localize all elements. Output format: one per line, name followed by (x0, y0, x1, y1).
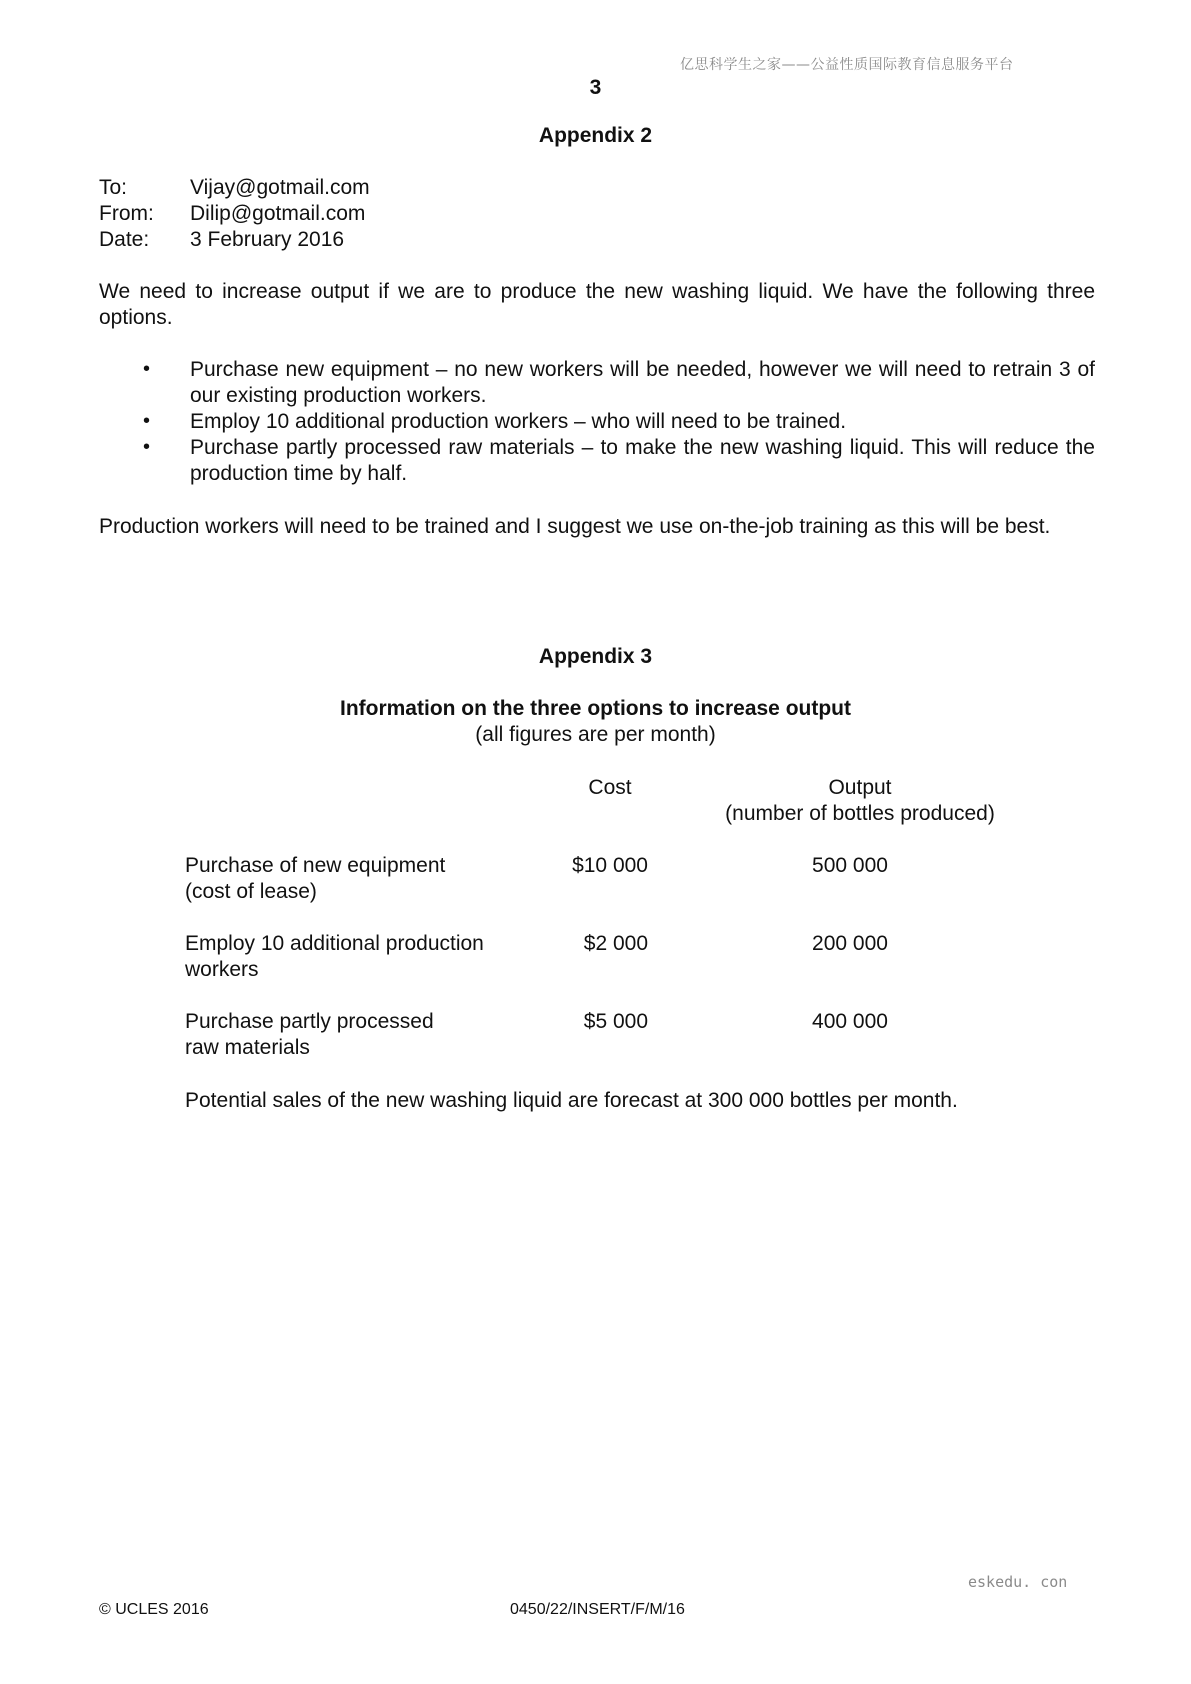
closing-paragraph: Production workers will need to be trained and I suggest we use on-the-job training as this will be best. (99, 515, 1051, 538)
email-date-row (99, 227, 344, 253)
column-header-cost: Cost (588, 776, 632, 799)
bullet-icon: • (143, 358, 151, 380)
appendix-2-title: Appendix 2 (538, 124, 653, 147)
intro-paragraph: We need to increase output if we are to produce the new washing liquid. We have the following three options. (99, 280, 1095, 329)
watermark-bottom: eskedu. con (968, 1573, 1068, 1591)
option-2-label-sub: workers (185, 958, 259, 981)
table-note: (all figures are per month) (475, 723, 716, 746)
table-title: Information on the three options to increase output (339, 697, 851, 720)
email-from-row (99, 201, 365, 227)
option-2-label: Employ 10 additional production (185, 932, 484, 955)
bullet-item-3: Purchase partly processed raw materials – to make the new washing liquid. This will reduce the production time by half. (190, 436, 1095, 485)
email-to-value: Vijay@gotmail.com (190, 176, 370, 199)
option-1-label: Purchase of new equipment (185, 854, 446, 877)
email-from-value: Dilip@gotmail.com (190, 202, 366, 225)
email-date-label: Date: (99, 228, 150, 251)
option-3-output: 400 000 (812, 1010, 888, 1033)
option-2-output: 200 000 (812, 932, 888, 955)
option-1-output: 500 000 (812, 854, 888, 877)
option-2-cost: $2 000 (583, 932, 648, 955)
appendix-3-title: Appendix 3 (538, 645, 653, 668)
email-date-value: 3 February 2016 (190, 228, 345, 251)
bullet-icon: • (143, 410, 151, 432)
bullet-icon: • (143, 436, 151, 458)
email-to-label: To: (99, 176, 128, 199)
bullet-item-2: Employ 10 additional production workers – who will need to be trained. (190, 410, 847, 433)
option-1-label-sub: (cost of lease) (185, 880, 317, 903)
forecast-text: Potential sales of the new washing liquid are forecast at 300 000 bottles per month. (185, 1089, 958, 1112)
page-number: 3 (589, 76, 602, 99)
option-3-cost: $5 000 (583, 1010, 648, 1033)
footer-copyright: © UCLES 2016 (99, 1601, 209, 1618)
email-from-label: From: (99, 202, 154, 225)
column-header-output: Output (828, 776, 892, 799)
option-1-cost: $10 000 (572, 854, 648, 877)
column-header-output-sub: (number of bottles produced) (725, 802, 995, 825)
bullet-item-1: Purchase new equipment – no new workers will be needed, however we will need to retrain 3 of our existing production workers. (190, 358, 1095, 407)
footer-code: 0450/22/INSERT/F/M/16 (510, 1601, 685, 1618)
watermark-top: 亿思科学生之家——公益性质国际教育信息服务平台 (680, 57, 1014, 73)
email-to-row (99, 175, 370, 201)
option-3-label-sub: raw materials (185, 1036, 310, 1059)
option-3-label: Purchase partly processed (185, 1010, 434, 1033)
